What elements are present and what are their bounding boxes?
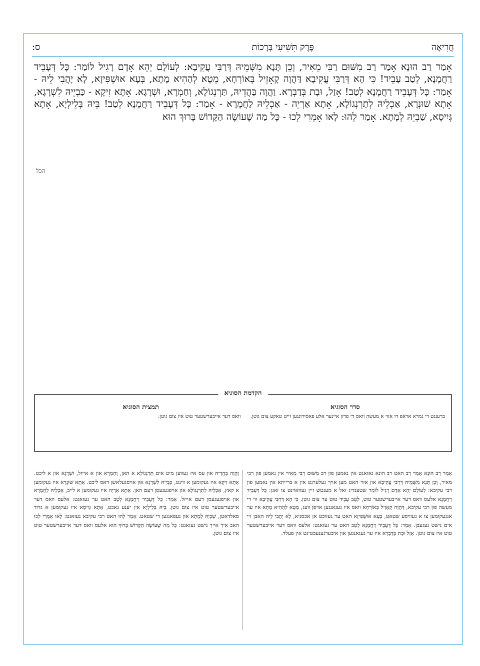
- intro-title: הקדמת הסוגיא: [218, 389, 268, 397]
- intro-summary-heading: תמצית הסוגיא: [122, 403, 159, 411]
- header-tractate-title: פֶּרֶק תִּשִׁיעִי בְּרָכוֹת: [251, 43, 314, 53]
- commentary-column-left: [34, 470, 239, 539]
- intro-summary-text: וואס דער אייבערשטער טוט איז צום גוטן.: [158, 414, 241, 420]
- header-divider: [32, 56, 454, 57]
- catchword: הכל: [36, 168, 46, 175]
- header-folio-number: ס:: [32, 43, 41, 53]
- commentary-right-text: אָמַר רַב הוּנָא אָמַר רַב האט רב הונא גאזאגט אין נאמען פון רב מִשּׁוּם רַבִּי מֵאִיר אין נאמען פון רבי מאיר, וְכֵן תָּנָא מִשְּׁמֵיהּ דְּרַבִּי עֲקִיבָא און אזוי האט מען אויך געלערנט אין א ברייתא אין נאמען פון רבי עקיבא: לְעוֹלָם יְהֵא אָדָם רָגִיל לוֹמַר שטענדיג זאל א מענטש זיין געוואוינט צו זאגן: כָּל דְּעָבֵיד רַחֲמָנָא אלעס וואס דער אייבערשטער טוט, לְטַב עָבֵיד טוט ער צום גוטן. כִּי הָא דְּרַבִּי עֲקִיבָא ווי די מעשה פון רבי עקיבא, דַּהֲוָה קָאָזֵיל בְּאוֹרְחָא וואס איז געגאנגען אויפן וועג, מְטָא לְהַהִיא מָתָא איז ער אנגעקומען צו א געוויסע שטאט, בְּעָא אוּשְׁפִּיזָא האט ער געזוכט אן אכסניא, לָא יָהֲבִי לֵיהּ האבן זיי אים נישט געגעבן. אָמַר: כָּל דְּעָבֵיד רַחֲמָנָא לְטַב האט ער געזאגט: אלעס וואס דער אייבערשטער טוט איז צום גוטן. אָזַל וּבָת בְּדַבְרָא איז ער געגאנגען און איבערגענעכטיגט אין פעלד.: [247, 471, 452, 538]
- column-divider: [242, 470, 243, 630]
- commentary-left-text: וַהֲוָה בַּהֲדֵיהּ און עס איז געווען מיט אים תַּרְנְגוֹלָא א האן, וְחַמְרָא און א אייזל, וּשְׁרָגָא און א ליכט. אָתָא זִיקָא איז געקומען א ווינט, כַּבְיֵיהּ לִשְׁרָגָא און אויסגעלאשן דאס ליכט. אָתָא שׁוּנְרָא איז געקומען א קאץ, אַכְלֵיהּ לְתַרְנְגוֹלָא און אויפגעגעסן דעם האן. אָתָא אַרְיֵה איז געקומען א לייב, אַכְלֵיהּ לַחֲמָרָא און אויפגעגעסן דעם אייזל. אָמַר: כָּל דְּעָבֵיד רַחֲמָנָא לְטַב האט ער געזאגט: אלעס וואס דער אייבערשטער טוט איז צום גוטן. בֵּיהּ בְּלֵילְיָא אין יענע נאכט, אָתָא גְּיִיסָא איז געקומען א גדוד סאלדאטן, שַׁבְיֵהּ לְמָתָא און געפאנגען די שטאט. אָמַר לְהוּ האט רבי עקיבא געזאגט: לָאו אָמְרִי לְכוּ האב איך אייך נישט געזאגט: כָּל מַה שֶׁעוֹשֶׂה הַקָּדוֹשׁ בָּרוּךְ הוּא אלעס וואס דער אייבערשטער טוט איז צום גוטן.: [34, 471, 239, 538]
- intro-summary-section: [41, 403, 241, 421]
- intro-order-text: ברענגט די גמרא אראפ דו אזוי א מעשה וואס די פרזן איינער אלע פאסירונגען זייט טאקע צום גוטן.: [250, 414, 445, 420]
- header-chapter-label: חֲרִיאָה: [431, 43, 454, 53]
- intro-order-section: [245, 403, 445, 421]
- intro-order-heading: סדר הסוגיא: [330, 403, 360, 411]
- page-frame: [23, 33, 463, 645]
- intro-box: [34, 389, 452, 452]
- gemara-text: אָמַר רַב הוּנָא אָמַר רַב מִשּׁוּם רַבִּי מֵאִיר, וְכֵן תָּנָא מִשְּׁמֵיהּ דְּרַבִּי עֲקִיבָא: לְעוֹלָם יְהֵא אָדָם רָגִיל לוֹמַר: כָּל דְּעָבֵיד רַחֲמָנָא, לְטַב עָבֵיד! כִּי הָא דְּרַבִּי עֲקִיבָא דַּהֲוָה קָאָזֵיל בְּאוֹרְחָא, מְטָא לְהַהִיא מָתָא, בְּעָא אוּשְׁפִּיזָא, לָא יָהֲבִי לֵיהּ - אָמַר: כָּל דְּעָבֵיד רַחֲמָנָא לְטַב! אָזַל, וּבָת בְּדַבְרָא. וַהֲוָה בַּהֲדֵיהּ, תַּרְנְגוֹלָא, וְחַמְרָא, וּשְׁרָגָא. אָתָא זִיקָא - כַּבְיֵיהּ לִשְׁרָגָא, אָתָא שׁוּנְרָא, אַכְלֵיהּ לְתַרְנְגוֹלָא, אָתָא אַרְיֵה - אַכְלֵיהּ לַחֲמָרָא - אָמַר: כָּל דְּעָבֵיד רַחֲמָנָא לְטַב! בֵּיהּ בְּלֵילְיָא, אָתָא גְּיִיסָא, שַׁבְיֵהּ לְמָתָא. אָמַר לְהוּ: לָאו אָמְרִי לְכוּ - כָּל מַה שֶׁעוֹשֶׂה הַקָּדוֹשׁ בָּרוּךְ הוּא: [34, 62, 452, 123]
- page-header: [32, 42, 454, 56]
- commentary-column-right: [247, 470, 452, 539]
